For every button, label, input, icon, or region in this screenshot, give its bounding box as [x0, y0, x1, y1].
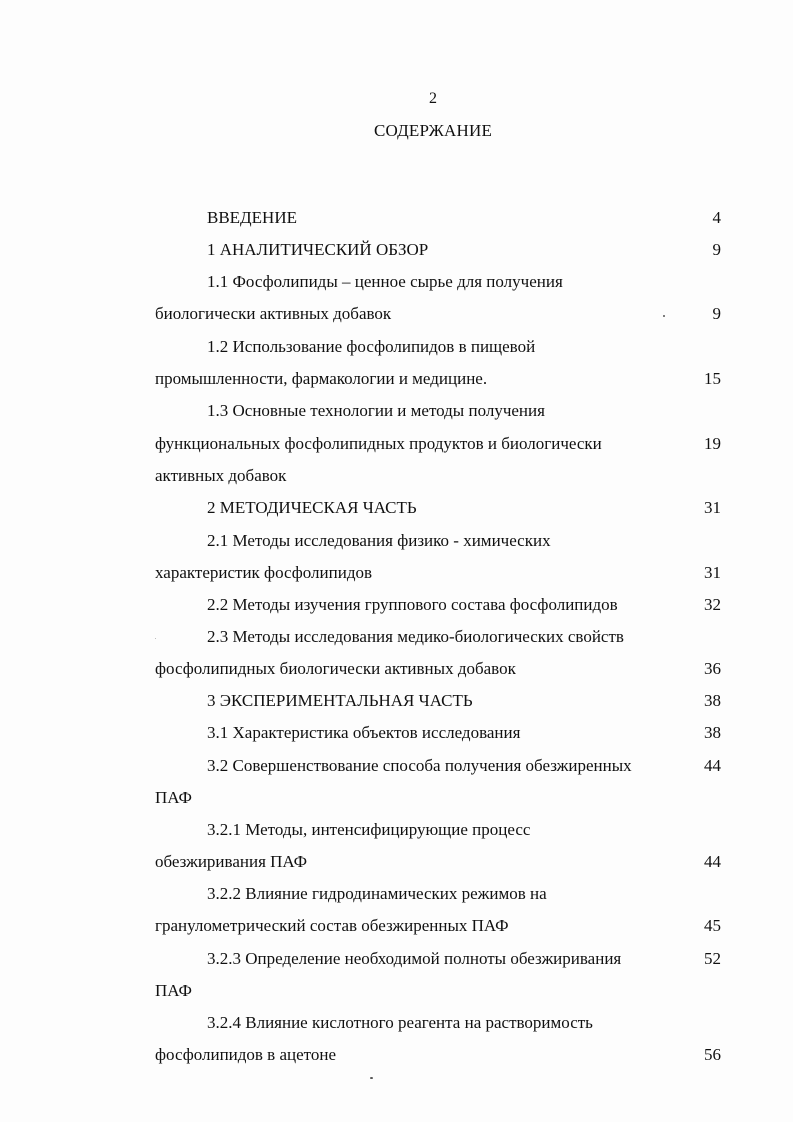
- toc-entry-text: характеристик фосфолипидов: [155, 563, 372, 582]
- toc-entry-text: 1.2 Использование фосфолипидов в пищевой: [207, 337, 536, 356]
- toc-entry-text: 3.2.2 Влияние гидродинамических режимов на: [207, 884, 547, 903]
- toc-entry-page: 44: [704, 756, 721, 775]
- toc-entry-text: ПАФ: [155, 981, 192, 1000]
- toc-entry: [0, 979, 793, 1003]
- toc-entry-page: 32: [704, 595, 721, 614]
- toc-entry: [0, 529, 793, 553]
- toc-entry: [0, 206, 793, 230]
- toc-entry-page: 44: [704, 852, 721, 871]
- toc-entry-page: 9: [712, 304, 721, 323]
- toc-entry-text: биологически активных добавок: [155, 304, 392, 323]
- toc-entry-text: промышленности, фармакологии и медицине.: [155, 369, 488, 388]
- scan-speck: [663, 315, 665, 317]
- toc-entry: [0, 496, 793, 520]
- toc-entry-page: 9: [712, 240, 721, 259]
- toc-entry-page: 15: [704, 369, 721, 388]
- toc-entry-text: обезжиривания ПАФ: [155, 852, 308, 871]
- toc-entry: [0, 302, 793, 326]
- toc-entry-text: 2 МЕТОДИЧЕСКАЯ ЧАСТЬ: [207, 498, 417, 517]
- toc-entry-text: 3.2.4 Влияние кислотного реагента на растворимость: [207, 1013, 593, 1032]
- toc-entry: [0, 367, 793, 391]
- toc-entry-text: 3.2.1 Методы, интенсифицирующие процесс: [207, 820, 531, 839]
- toc-entry-text: ВВЕДЕНИЕ: [207, 208, 297, 227]
- toc-entry-page: 4: [712, 208, 721, 227]
- toc-entry: [0, 754, 793, 778]
- toc-entry: [0, 1043, 793, 1067]
- toc-entry-page: 38: [704, 691, 721, 710]
- toc-entry-page: 31: [704, 498, 721, 517]
- toc-entry-text: гранулометрический состав обезжиренных ПАФ: [155, 916, 509, 935]
- toc-entry: [0, 464, 793, 488]
- toc-entry-text: 3.2 Совершенствование способа получения обезжиренных: [207, 756, 632, 775]
- toc-entry: [0, 270, 793, 294]
- toc-entry: [0, 914, 793, 938]
- toc-entry-text: 2.3 Методы исследования медико-биологических свойств: [207, 627, 624, 646]
- toc-entry-text: функциональных фосфолипидных продуктов и биологически: [155, 434, 602, 453]
- toc-entry: [0, 850, 793, 874]
- scan-speck: [370, 1077, 373, 1079]
- toc-entry: [0, 1011, 793, 1035]
- toc-entry-page: 45: [704, 916, 721, 935]
- toc-entry-page: 36: [704, 659, 721, 678]
- toc-entry: [0, 882, 793, 906]
- page-number: 2: [429, 90, 437, 107]
- toc-entry: [0, 335, 793, 359]
- toc-entry-page: 19: [704, 434, 721, 453]
- toc-entry: [0, 593, 793, 617]
- page-title: СОДЕРЖАНИЕ: [373, 121, 493, 140]
- toc-entry: [0, 818, 793, 842]
- toc-entry: [0, 561, 793, 585]
- toc-entry: [0, 625, 793, 649]
- toc-entry-text: 3 ЭКСПЕРИМЕНТАЛЬНАЯ ЧАСТЬ: [207, 691, 473, 710]
- toc-entry-text: 2.2 Методы изучения группового состава фосфолипидов: [207, 595, 618, 614]
- toc-entry: [0, 786, 793, 810]
- toc-entry: [0, 947, 793, 971]
- toc-entry-text: 2.1 Методы исследования физико - химических: [207, 531, 551, 550]
- toc-entry: [0, 689, 793, 713]
- toc-entry-text: фосфолипидных биологически активных добавок: [155, 659, 516, 678]
- toc-entry-text: 3.2.3 Определение необходимой полноты обезжиривания: [207, 949, 622, 968]
- toc-entry-text: 1 АНАЛИТИЧЕСКИЙ ОБЗОР: [207, 240, 429, 259]
- toc-entry-page: 56: [704, 1045, 721, 1064]
- toc-entry: [0, 432, 793, 456]
- toc-entry-text: активных добавок: [155, 466, 287, 485]
- toc-entry-text: 1.3 Основные технологии и методы получения: [207, 401, 545, 420]
- scan-speck: [155, 638, 156, 639]
- toc-entry: [0, 721, 793, 745]
- toc-entry: [0, 657, 793, 681]
- toc-entry-page: 31: [704, 563, 721, 582]
- toc-entry-text: 3.1 Характеристика объектов исследования: [207, 723, 521, 742]
- toc-entry-page: 38: [704, 723, 721, 742]
- toc-entry-text: 1.1 Фосфолипиды – ценное сырье для получения: [207, 272, 563, 291]
- toc-entry: [0, 238, 793, 262]
- toc-entry: [0, 399, 793, 423]
- toc-entry-text: ПАФ: [155, 788, 192, 807]
- toc-entry-page: 52: [704, 949, 721, 968]
- toc-entry-text: фосфолипидов в ацетоне: [155, 1045, 336, 1064]
